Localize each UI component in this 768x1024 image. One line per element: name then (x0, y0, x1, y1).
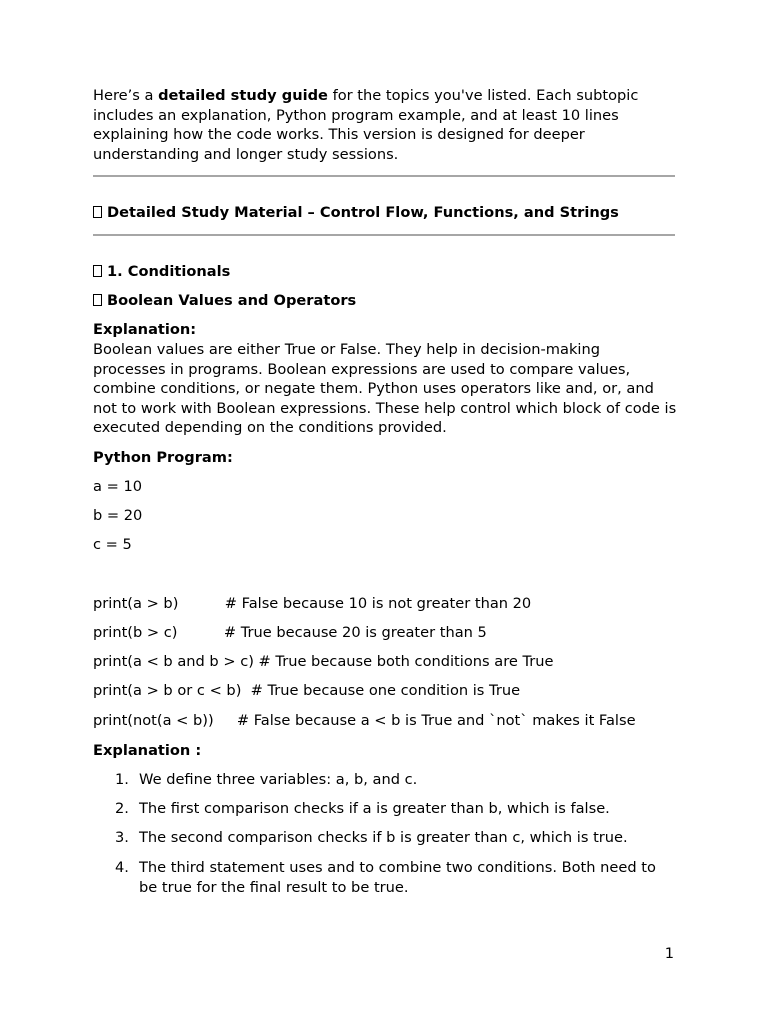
code-line: print(a > b) # False because 10 is not greater than 20 (93, 595, 532, 612)
program-label: Python Program: (93, 449, 233, 466)
main-heading (93, 203, 619, 223)
list-item-number: 1. (115, 771, 129, 788)
section-heading (93, 262, 230, 282)
page-number: 1 (664, 945, 674, 962)
main-heading-text: Detailed Study Material – Control Flow, Functions, and Strings (107, 204, 619, 221)
code-line: print(a < b and b > c) # True because both conditions are True (93, 653, 554, 670)
intro-bold: detailed study guide (158, 87, 328, 104)
subsection-heading-text: Boolean Values and Operators (107, 292, 357, 309)
code-line: b = 20 (93, 507, 143, 524)
list-item-number: 3. (115, 829, 129, 846)
code-line: a = 10 (93, 478, 143, 495)
section-heading-text: 1. Conditionals (107, 263, 231, 280)
list-item-text: The third statement uses and to combine two conditions. Both need to be true for the final result to be true. (139, 859, 656, 896)
explanation2-label: Explanation : (93, 742, 202, 759)
explanation-text: Boolean values are either True or False. They help in decision-making processes in programs. Boolean expressions are used to compare values, combine conditions, or negate them. Python uses operators like and, or, and not to work with Boolean expressions. These help control which block of code is executed depending on the conditions provided. (93, 341, 677, 437)
horizontal-rule-bottom (93, 234, 675, 236)
list-item-text: The first comparison checks if a is greater than b, which is false. (139, 800, 610, 817)
missing-glyph-icon (93, 265, 102, 277)
horizontal-rule-top (93, 175, 675, 177)
list-item-number: 4. (115, 859, 129, 876)
missing-glyph-icon (93, 294, 102, 306)
missing-glyph-icon (93, 206, 102, 218)
code-line: print(a > b or c < b) # True because one condition is True (93, 682, 521, 699)
code-line: print(not(a < b)) # False because a < b is True and `not` makes it False (93, 712, 636, 729)
list-item-number: 2. (115, 800, 129, 817)
list-item-text: The second comparison checks if b is greater than c, which is true. (139, 829, 628, 846)
code-line: print(b > c) # True because 20 is greater than 5 (93, 624, 487, 641)
intro-prefix: Here’s a (93, 87, 159, 104)
intro-paragraph (93, 86, 677, 164)
list-item-text: We define three variables: a, b, and c. (139, 771, 418, 788)
intro-suffix: for the topics you've listed. Each subtopic includes an explanation, Python program example, and at least 10 lines explaining how the code works. This version is designed for deeper understanding and longer study sessions. (93, 87, 639, 163)
explanation-label: Explanation: (93, 321, 197, 338)
code-line: c = 5 (93, 536, 132, 553)
subsection-heading (93, 291, 356, 311)
